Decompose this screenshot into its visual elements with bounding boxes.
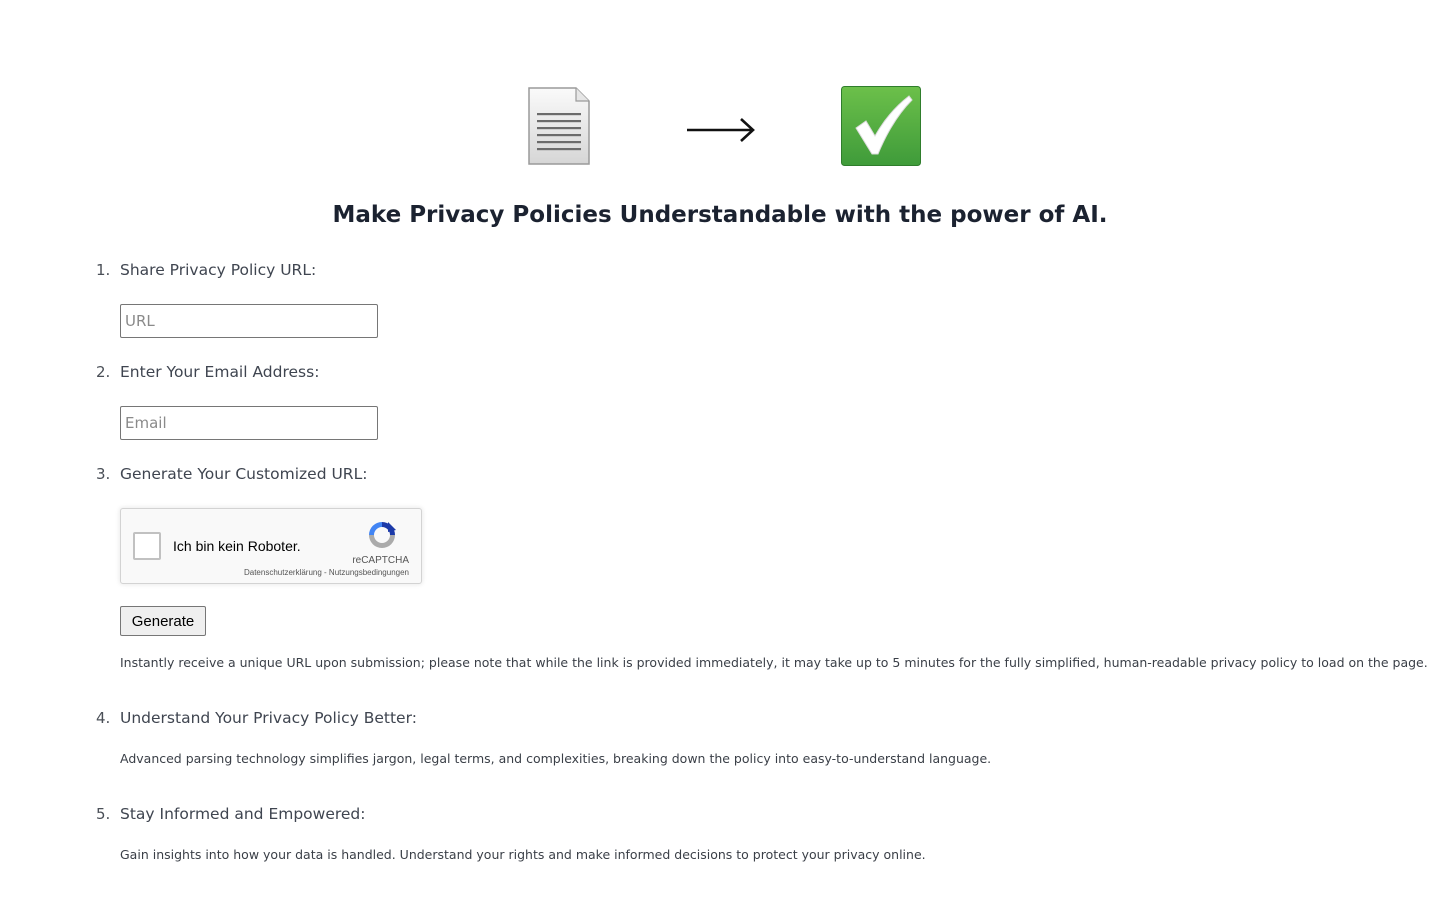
step-heading-share-url: Share Privacy Policy URL: (120, 261, 317, 279)
hero-illustration (0, 84, 1440, 168)
step-number: 5. (96, 805, 111, 823)
step-number: 4. (96, 709, 111, 727)
step-heading-email: Enter Your Email Address: (120, 363, 320, 381)
check-mark-button-icon (841, 86, 921, 166)
recaptcha-logo-icon (366, 519, 398, 551)
step-number: 2. (96, 363, 111, 381)
email-input[interactable] (120, 406, 378, 440)
step-heading-stay-informed: Stay Informed and Empowered: (120, 805, 366, 823)
document-icon (528, 87, 590, 165)
step-heading-understand: Understand Your Privacy Policy Better: (120, 709, 417, 727)
right-arrow-icon (686, 116, 756, 144)
recaptcha-checkbox[interactable] (133, 532, 161, 560)
step-heading-generate: Generate Your Customized URL: (120, 465, 368, 483)
generate-button[interactable]: Generate (120, 606, 206, 636)
url-input[interactable] (120, 304, 378, 338)
recaptcha-brand: reCAPTCHA (352, 555, 409, 566)
page-title: Make Privacy Policies Understandable with the power of AI. (332, 202, 1108, 228)
step-number: 1. (96, 261, 111, 279)
step-number: 3. (96, 465, 111, 483)
recaptcha-link-separator: - (321, 568, 329, 577)
recaptcha-links (244, 568, 409, 578)
recaptcha-label: Ich bin kein Roboter. (173, 538, 301, 554)
step5-note: Gain insights into how your data is handled. Understand your rights and make informed decisions to protect your privacy online. (120, 847, 926, 862)
recaptcha-widget (120, 508, 422, 584)
step4-note: Advanced parsing technology simplifies jargon, legal terms, and complexities, breaking down the policy into easy-to-understand language. (120, 751, 992, 766)
recaptcha-terms-link[interactable]: Nutzungsbedingungen (328, 568, 409, 577)
step3-note: Instantly receive a unique URL upon submission; please note that while the link is provided immediately, it may take up to 5 minutes for the fully simplified, human-readable privacy policy to load on the page. (120, 655, 1428, 670)
recaptcha-privacy-link[interactable]: Datenschutzerklärung (243, 568, 322, 577)
